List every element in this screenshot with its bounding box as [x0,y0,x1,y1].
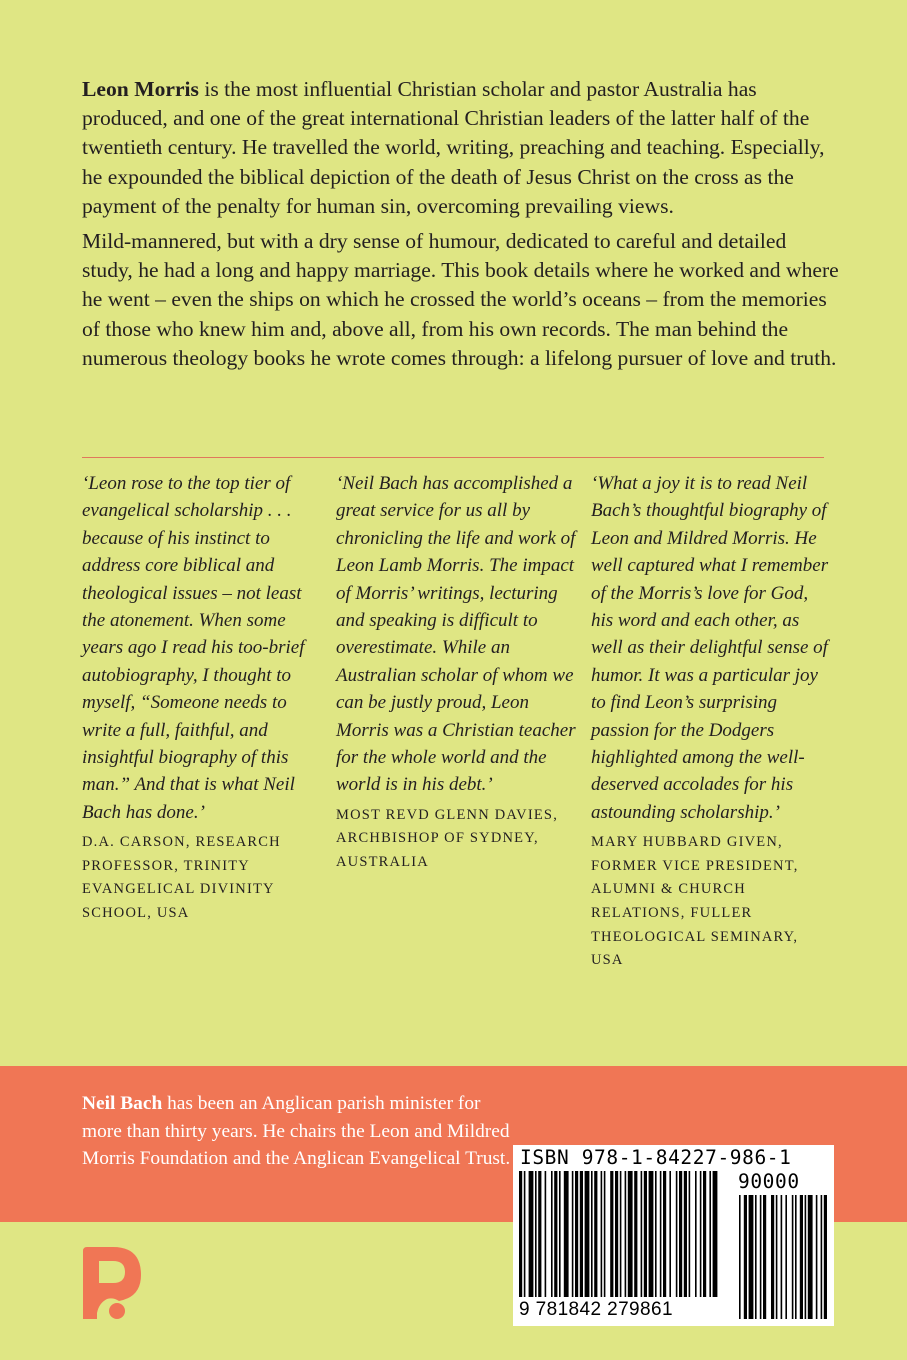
barcode-bar [660,1171,662,1297]
barcode-bar [669,1171,671,1297]
addon-bar [824,1195,827,1319]
barcode-bar [551,1171,553,1297]
barcode-bar [564,1171,569,1297]
barcode-bar [604,1171,606,1297]
addon-bar [749,1195,754,1319]
endorsement-quote: ‘Neil Bach has accomplished a great service for us all by chronicling the life and work of Leon Lamb Morris. The impact of Morris’ writings, lecturing and speaking is difficult to overestimate. While an Australian scholar of whom we can be justly proud, Leon Morris was a Christian teacher for the whole world and the world is in his debt.’ [336,473,576,796]
barcode-bar [649,1171,654,1297]
barcode-bar [676,1171,678,1297]
author-bio [82,1090,522,1173]
author-bio-text: has been an Anglican parish minister for more than thirty years. He chairs the Leon and Mildred Morris Foundation and the Anglican Evangelical Trust. [82,1093,511,1170]
addon-bar [776,1195,778,1319]
addon-bar [785,1195,787,1319]
barcode-bar [615,1171,618,1297]
barcode-bar [580,1171,583,1297]
barcode-bar [641,1171,643,1297]
barcode-bar [572,1171,574,1297]
endorsement-2 [336,470,576,875]
barcode-bar [695,1171,697,1297]
addon-bar [781,1195,783,1319]
endorsement-quote: ‘Leon rose to the top tier of evangelical scholarship . . . because of his instinct to address core biblical and theological issues – not least the atonement. When some years ago I read his too-brief autobiography, I thought to myself, “Someone needs to write a full, faithful, and insightful biography of this man.” And that is what Neil Bach has done.’ [82,473,305,823]
addon-bar [821,1195,823,1319]
publisher-p-logo-icon [83,1247,141,1319]
barcode-bar [628,1171,633,1297]
addon-bar [805,1195,807,1319]
addon-bar [760,1195,762,1319]
price-addon: 90000 [738,1170,800,1193]
divider-rule [82,457,824,458]
endorsement-3 [591,470,831,973]
barcode-bar [519,1171,522,1297]
addon-bar [800,1195,803,1319]
barcode-bar [610,1171,613,1297]
addon-bar [808,1195,813,1319]
barcode-bar [625,1171,627,1297]
barcode-bar [644,1171,647,1297]
barcode-bar [689,1171,691,1297]
barcode-bar [703,1171,706,1297]
blurb-paragraph-2: Mild-mannered, but with a dry sense of humour, dedicated to careful and detailed study, he had a long and happy marriage. This book details where he worked and where he went – even the ships on which he crossed the world’s oceans – from the memories of those who knew him and, above all, from his own records. The man behind the numerous theology books he wrote comes through: a lifelong pursuer of love and truth. [82,229,839,370]
barcode-bar [591,1171,593,1297]
barcode-bar [700,1171,702,1297]
barcode-bar [713,1171,718,1297]
author-name: Neil Bach [82,1093,163,1114]
addon-bar [755,1195,757,1319]
barcode-bar [663,1171,666,1297]
barcode-bar [554,1171,557,1297]
blurb-paragraph-1 [82,75,842,221]
barcode-bar [655,1171,657,1297]
barcode-bar [709,1171,711,1297]
blurb-paragraph-1-text: is the most influential Christian scholar and pastor Australia has produced, and one of the great international Christian leaders of the latter half of the twentieth century. He travelled the world, writing, preaching and teaching. Especially, he expounded the biblical depiction of the death of Jesus Christ on the cross as the payment of the penalty for human sin, overcoming prevailing views. [82,77,825,218]
barcode-bar [545,1171,547,1297]
barcode-bar [601,1171,603,1297]
subject-name: Leon Morris [82,77,199,101]
addon-bar [739,1195,741,1319]
endorsement-attribution: MARY HUBBARD GIVEN, FORMER VICE PRESIDENT, ALUMNI & CHURCH RELATIONS, FULLER THEOLOGICAL SEMINARY, USA [591,834,799,969]
barcode-bar [634,1171,637,1297]
ean-digits: 9 781842 279861 [519,1299,673,1320]
endorsement-1 [82,470,320,926]
addon-bar [795,1195,797,1319]
barcode-bar [594,1171,597,1297]
barcode-bar [529,1171,534,1297]
barcode-bar [535,1171,537,1297]
addon-bar [792,1195,794,1319]
endorsement-attribution: D.A. CARSON, RESEARCH PROFESSOR, TRINITY EVANGELICAL DIVINITY SCHOOL, USA [82,834,281,922]
barcode-bar [679,1171,682,1297]
addon-bar [771,1195,774,1319]
endorsement-attribution: MOST REVD GLENN DAVIES, ARCHBISHOP OF SYDNEY, AUSTRALIA [336,806,559,871]
barcode-bar [585,1171,590,1297]
blurb [82,75,842,379]
isbn-barcode [513,1145,834,1326]
barcode-bar [538,1171,541,1297]
addon-bar [763,1195,766,1319]
barcode-bar [559,1171,561,1297]
isbn-label: ISBN 978-1-84227-986-1 [520,1146,792,1169]
endorsement-quote: ‘What a joy it is to read Neil Bach’s thoughtful biography of Leon and Mildred Morris. He well captured what I remember of the Morris’s love for God, his word and each other, as well as their delightful sense of humor. It was a particular joy to find Leon’s surprising passion for the Dodgers highlighted among the well-deserved accolades for his astounding scholarship.’ [591,473,829,823]
barcode-bar [620,1171,622,1297]
addon-bar [744,1195,747,1319]
addon-bar [816,1195,818,1319]
barcode-bar [575,1171,578,1297]
barcode-bar [684,1171,687,1297]
barcode-bar [524,1171,526,1297]
